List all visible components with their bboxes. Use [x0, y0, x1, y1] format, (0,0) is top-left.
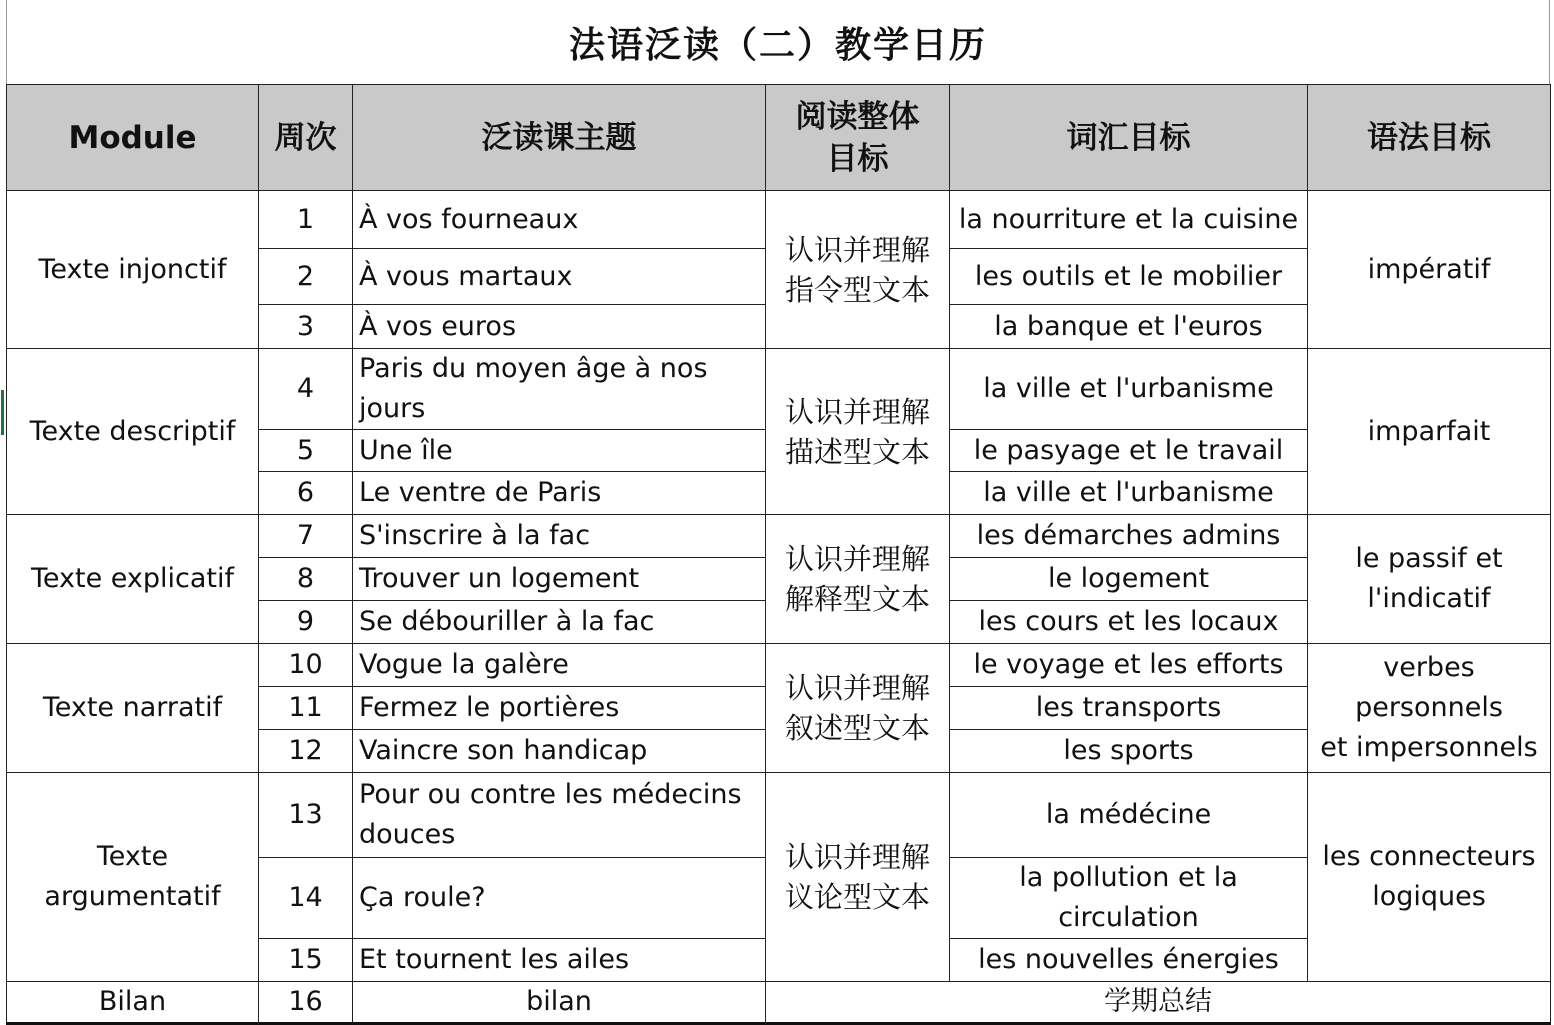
header-week: 周次	[259, 85, 353, 191]
semester-summary: 学期总结	[766, 982, 1551, 1024]
theme-text: Le ventre de Paris	[359, 477, 602, 508]
week-number: 8	[259, 558, 353, 601]
theme-text-line2: douces	[359, 819, 456, 850]
week-number: 4	[259, 349, 353, 430]
grammar-goal-line1: imparfait	[1367, 415, 1491, 447]
grammar-goal-line1: les connecteurs	[1322, 841, 1536, 872]
week-number: 10	[259, 644, 353, 687]
header-reading-goal-line2: 目标	[826, 140, 889, 177]
theme-text: Et tournent les ailes	[359, 944, 630, 975]
theme-cell	[353, 601, 766, 644]
week-number: 15	[259, 939, 353, 982]
theme-text: Fermez le portières	[359, 692, 620, 723]
vocab-goal: les sports	[950, 730, 1308, 773]
theme-text: Vogue la galère	[359, 649, 569, 680]
theme-cell	[353, 730, 766, 773]
vocab-goal: les cours et les locaux	[950, 601, 1308, 644]
reading-goal	[766, 773, 950, 982]
week-number: 6	[259, 472, 353, 515]
theme-cell	[353, 472, 766, 515]
week-number: 2	[259, 249, 353, 305]
theme-cell	[353, 687, 766, 730]
table-row	[7, 644, 1551, 687]
week-number: 11	[259, 687, 353, 730]
week-number: 3	[259, 305, 353, 349]
reading-goal-line1: 认识并理解	[784, 394, 930, 429]
vocab-goal: les démarches admins	[950, 515, 1308, 558]
theme-cell	[353, 305, 766, 349]
bilan-theme: bilan	[353, 982, 766, 1024]
theme-cell	[353, 558, 766, 601]
header-grammar: 语法目标	[1308, 85, 1551, 191]
reading-goal-line2: 议论型文本	[784, 880, 930, 914]
calendar-sheet	[6, 0, 1550, 1025]
theme-text: À vos fourneaux	[359, 203, 579, 235]
header-module: Module	[7, 85, 259, 191]
vocab-goal: le logement	[950, 558, 1308, 601]
table-row	[7, 773, 1551, 858]
theme-text: À vos euros	[359, 310, 517, 342]
theme-text: Pour ou contre les médecins	[359, 779, 742, 810]
grammar-goal-line1: verbes personnels	[1355, 652, 1503, 723]
module-name: Texte explicatif	[7, 515, 259, 644]
grammar-goal	[1308, 515, 1551, 644]
reading-goal-line2: 解释型文本	[784, 582, 930, 616]
header-row	[7, 85, 1551, 191]
theme-cell	[353, 191, 766, 249]
vocab-goal: les transports	[950, 687, 1308, 730]
calendar-body	[7, 191, 1551, 1024]
theme-cell	[353, 939, 766, 982]
theme-cell	[353, 858, 766, 939]
vocab-goal: le voyage et les efforts	[950, 644, 1308, 687]
week-number: 7	[259, 515, 353, 558]
bilan-row	[7, 982, 1551, 1024]
reading-goal-line1: 认识并理解	[784, 840, 930, 874]
module-name: Texte narratif	[7, 644, 259, 773]
week-number: 1	[259, 191, 353, 249]
grammar-goal	[1308, 349, 1551, 515]
grammar-goal-line1: le passif et	[1355, 543, 1503, 574]
grammar-goal-line2: et impersonnels	[1320, 732, 1538, 763]
theme-cell	[353, 644, 766, 687]
grammar-goal	[1308, 191, 1551, 349]
table-row	[7, 349, 1551, 430]
table-row	[7, 191, 1551, 249]
week-number: 9	[259, 601, 353, 644]
theme-cell	[353, 515, 766, 558]
grammar-goal	[1308, 644, 1551, 773]
header-vocab: 词汇目标	[950, 85, 1308, 191]
module-name: Texte descriptif	[7, 349, 259, 515]
reading-goal	[766, 515, 950, 644]
bilan-module: Bilan	[7, 982, 259, 1024]
week-number: 12	[259, 730, 353, 773]
reading-goal-line2: 指令型文本	[784, 272, 930, 307]
calendar-table	[6, 84, 1551, 1025]
reading-goal-line2: 叙述型文本	[784, 711, 930, 745]
theme-text: S'inscrire à la fac	[359, 520, 591, 551]
week-number: 14	[259, 858, 353, 939]
vocab-goal: la banque et l'euros	[950, 305, 1308, 349]
reading-goal-line1: 认识并理解	[784, 542, 930, 576]
theme-cell	[353, 430, 766, 472]
vocab-goal: la ville et l'urbanisme	[950, 472, 1308, 515]
reading-goal	[766, 191, 950, 349]
week-number: 5	[259, 430, 353, 472]
vocab-goal: les nouvelles énergies	[950, 939, 1308, 982]
module-name: Texte argumentatif	[7, 773, 259, 982]
theme-text: Trouver un logement	[359, 563, 640, 594]
module-name: Texte injonctif	[7, 191, 259, 349]
reading-goal	[766, 349, 950, 515]
grammar-goal-line2: l'indicatif	[1367, 583, 1491, 614]
reading-goal-line1: 认识并理解	[784, 232, 930, 267]
vocab-goal: la ville et l'urbanisme	[950, 349, 1308, 430]
theme-text: Vaincre son handicap	[359, 735, 648, 766]
header-reading-goal-line1: 阅读整体	[795, 98, 920, 135]
reading-goal-line1: 认识并理解	[784, 671, 930, 705]
reading-goal-line2: 描述型文本	[784, 434, 930, 469]
theme-text: Se débouriller à la fac	[359, 606, 655, 637]
vocab-goal: la nourriture et la cuisine	[950, 191, 1308, 249]
reading-goal	[766, 644, 950, 773]
theme-cell	[353, 249, 766, 305]
week-number: 13	[259, 773, 353, 858]
theme-cell	[353, 349, 766, 430]
grammar-goal-line1: impératif	[1367, 253, 1491, 285]
vocab-goal: le pasyage et le travail	[950, 430, 1308, 472]
vocab-goal: la médécine	[950, 773, 1308, 858]
header-theme: 泛读课主题	[353, 85, 766, 191]
vocab-goal: la pollution et la circulation	[950, 858, 1308, 939]
theme-text: Une île	[359, 434, 453, 466]
page-title: 法语泛读（二）教学日历	[6, 0, 1550, 84]
row-selection-marker	[1, 390, 4, 435]
table-row	[7, 515, 1551, 558]
header-reading-goal	[766, 85, 950, 191]
theme-cell	[353, 773, 766, 858]
theme-text: Paris du moyen âge à nos jours	[359, 353, 708, 424]
theme-text: Ça roule?	[359, 882, 486, 913]
bilan-week: 16	[259, 982, 353, 1024]
vocab-goal: les outils et le mobilier	[950, 249, 1308, 305]
grammar-goal-line2: logiques	[1372, 881, 1486, 912]
grammar-goal	[1308, 773, 1551, 982]
theme-text: À vous martaux	[359, 260, 573, 292]
